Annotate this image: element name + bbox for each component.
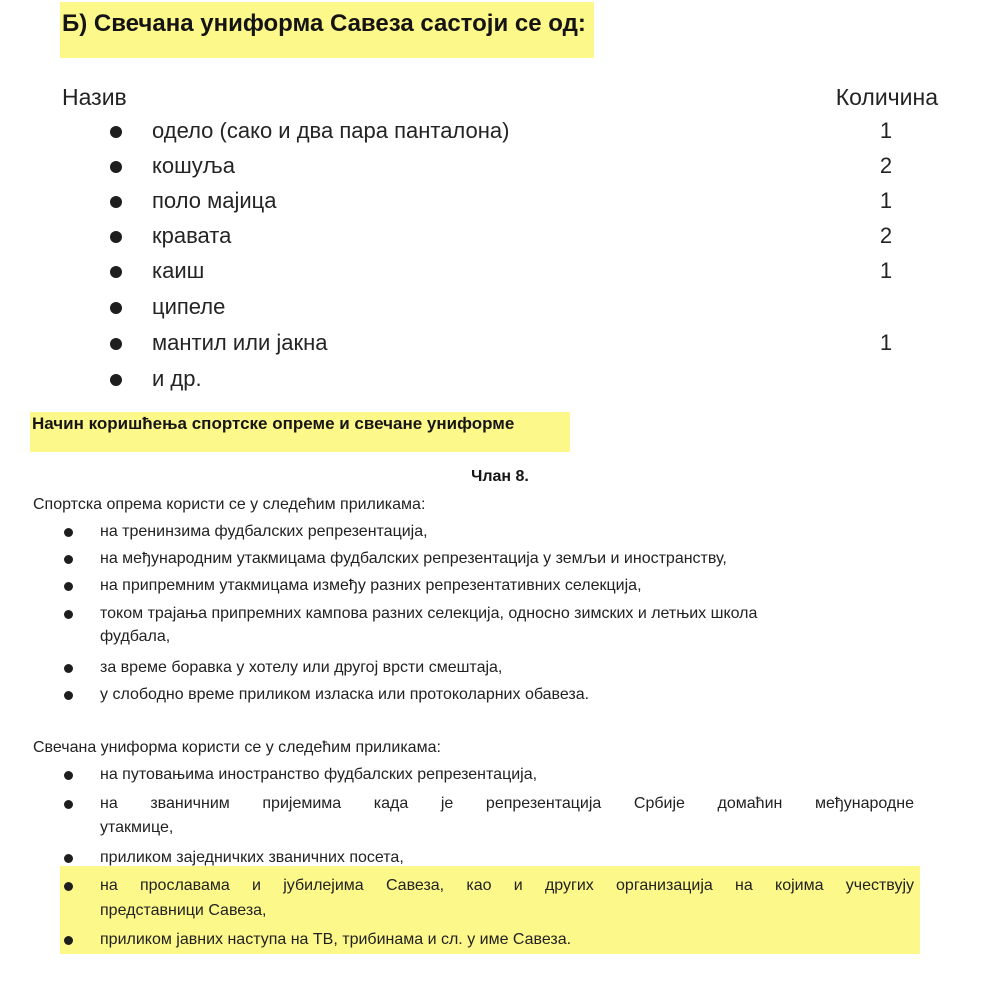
bullet-icon <box>110 161 122 173</box>
item-name: поло мајица <box>152 188 277 213</box>
column-header-name: Назив <box>62 84 127 110</box>
item-text-continuation: фудбала, <box>100 628 171 645</box>
item-text: приликом јавних наступа на ТВ, трибинама и сл. у име Савеза. <box>100 931 572 948</box>
bullet-icon <box>64 582 73 591</box>
bullet-icon <box>64 882 73 891</box>
uniform-intro: Свечана униформа користи се у следећим приликама: <box>33 739 441 756</box>
bullet-icon <box>64 610 73 619</box>
item-name: ципеле <box>152 294 226 319</box>
item-text: на званичним пријемима када је репрезентација Србије домаћин међународне <box>100 795 914 812</box>
bullet-icon <box>110 126 122 138</box>
section-b-title: Б) Свечана униформа Савеза састоји се од: <box>62 10 586 37</box>
item-text: на путовањима иностранство фудбалских репрезентација, <box>100 766 538 783</box>
item-qty: 1 <box>879 118 893 143</box>
bullet-icon <box>110 196 122 208</box>
bullet-icon <box>64 800 73 809</box>
bullet-icon <box>110 338 122 350</box>
item-name: кошуља <box>152 153 235 178</box>
item-qty: 2 <box>879 153 893 178</box>
uniform-item <box>0 221 1000 256</box>
item-text: у слободно време приликом изласка или протоколарних обавеза. <box>100 686 590 703</box>
article-heading: Члан 8. <box>471 468 529 485</box>
bullet-icon <box>64 771 73 780</box>
bullet-icon <box>64 691 73 700</box>
item-text-continuation: представници Савеза, <box>100 902 267 919</box>
uniform-item <box>0 364 1000 399</box>
item-text: на прославама и јубилејима Савеза, као и других организација на којима учествују <box>100 877 914 894</box>
uniform-item <box>0 292 1000 327</box>
uniform-item <box>0 256 1000 291</box>
bullet-icon <box>64 664 73 673</box>
bullet-icon <box>64 555 73 564</box>
item-text: на тренинзима фудбалских репрезентација, <box>100 523 428 540</box>
item-qty: 1 <box>879 188 893 213</box>
usage-subtitle: Начин коришћења спортске опреме и свечане униформе <box>32 414 515 433</box>
item-qty: 1 <box>879 330 893 355</box>
item-text: приликом заједничких званичних посета, <box>100 849 404 866</box>
column-header-qty: Количина <box>835 84 938 110</box>
item-text: за време боравка у хотелу или другој врсти смештаја, <box>100 659 503 676</box>
bullet-icon <box>64 854 73 863</box>
bullet-icon <box>64 936 73 945</box>
item-name: кравата <box>152 223 232 248</box>
item-text-continuation: утакмице, <box>100 819 174 836</box>
uniform-item <box>0 186 1000 221</box>
bullet-icon <box>64 528 73 537</box>
bullet-icon <box>110 302 122 314</box>
item-name: и др. <box>152 366 202 391</box>
bullet-icon <box>110 374 122 386</box>
item-qty: 1 <box>879 258 893 283</box>
item-name: каиш <box>152 258 205 283</box>
uniform-item <box>0 116 1000 151</box>
uniform-item <box>0 328 1000 363</box>
uniform-item <box>0 151 1000 186</box>
item-qty: 2 <box>879 223 893 248</box>
bullet-icon <box>110 231 122 243</box>
item-name: мантил или јакна <box>152 330 328 355</box>
item-text: на припремним утакмицама између разних репрезентативних селекција, <box>100 577 642 594</box>
item-name: одело (сако и два пара панталона) <box>152 118 510 143</box>
item-text: током трајања припремних кампова разних селекција, односно зимских и летњих школа <box>100 605 758 622</box>
item-text: на међународним утакмицама фудбалских репрезентација у земљи и иностранству, <box>100 550 727 567</box>
bullet-icon <box>110 266 122 278</box>
sport-intro: Спортска опрема користи се у следећим приликама: <box>33 496 426 513</box>
